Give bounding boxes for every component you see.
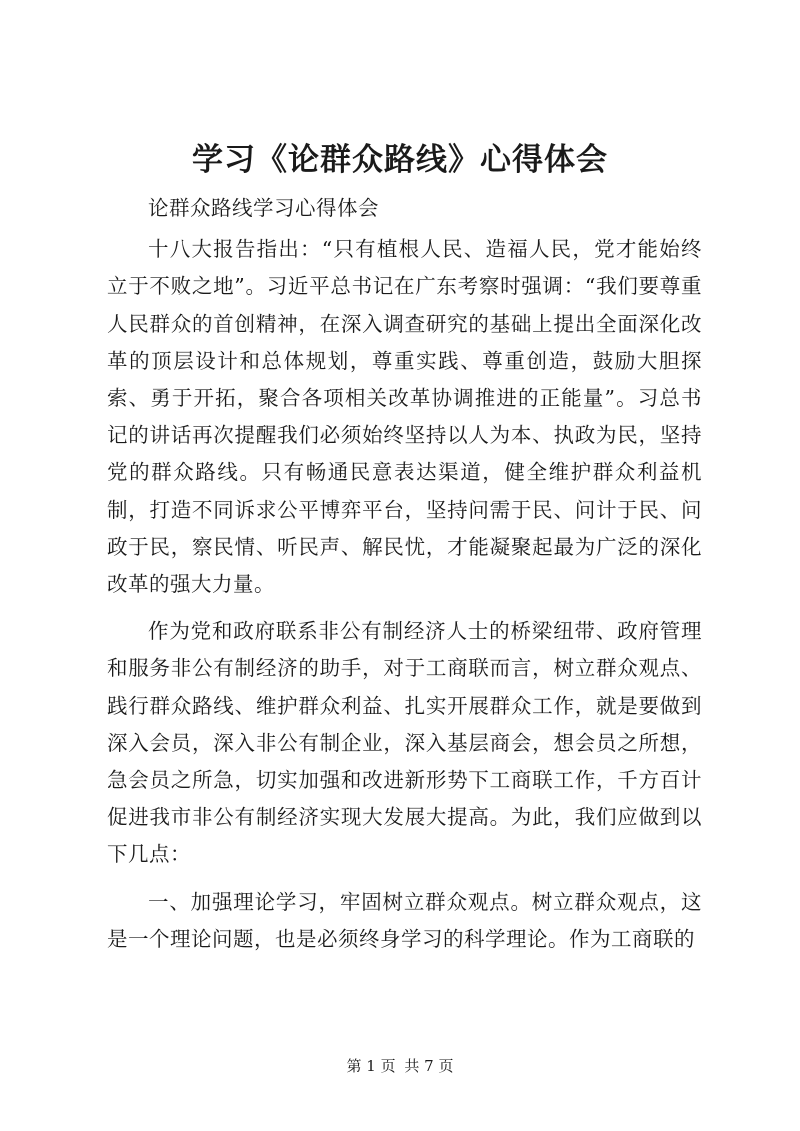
page-number: 第 1 页 — [346, 1057, 396, 1075]
document-title: 学习《论群众路线》心得体会 — [192, 142, 608, 178]
paragraph: 一、加强理论学习，牢固树立群众观点。树立群众观点，这是一个理论问题，也是必须终身学习的科学理论。作为工商联的 — [107, 889, 702, 951]
paragraph: 十八大报告指出：“只有植根人民、造福人民，党才能始终立于不败之地”。习近平总书记在广东考察时强调：“我们要尊重人民群众的首创精神，在深入调查研究的基础上提出全面深化改革的顶层设计和总体规划，尊重实践、尊重创造，鼓励大胆探索、勇于开拓，聚合各项相关改革协调推进的正能量”。习总书记的讲话再次提醒我们必须始终坚持以人为本、执政为民，坚持党的群众路线。只有畅通民意表达渠道，健全维护群众利益机制，打造不同诉求公平博弈平台，坚持问需于民、问计于民、问政于民，察民情、听民声、解民忧，才能凝聚起最为广泛的深化改革的强大力量。 — [107, 237, 702, 597]
page-footer — [0, 1056, 800, 1076]
document-subtitle: 论群众路线学习心得体会 — [148, 196, 379, 220]
document-body — [107, 190, 702, 968]
paragraph: 作为党和政府联系非公有制经济人士的桥梁纽带、政府管理和服务非公有制经济的助手，对于工商联而言，树立群众观点、践行群众路线、维护群众利益、扎实开展群众工作，就是要做到深入会员，深入非公有制企业，深入基层商会，想会员之所想，急会员之所急，切实加强和改进新形势下工商联工作，千方百计促进我市非公有制经济实现大发展大提高。为此，我们应做到以下几点： — [107, 619, 702, 867]
page-total: 共 7 页 — [404, 1057, 454, 1075]
